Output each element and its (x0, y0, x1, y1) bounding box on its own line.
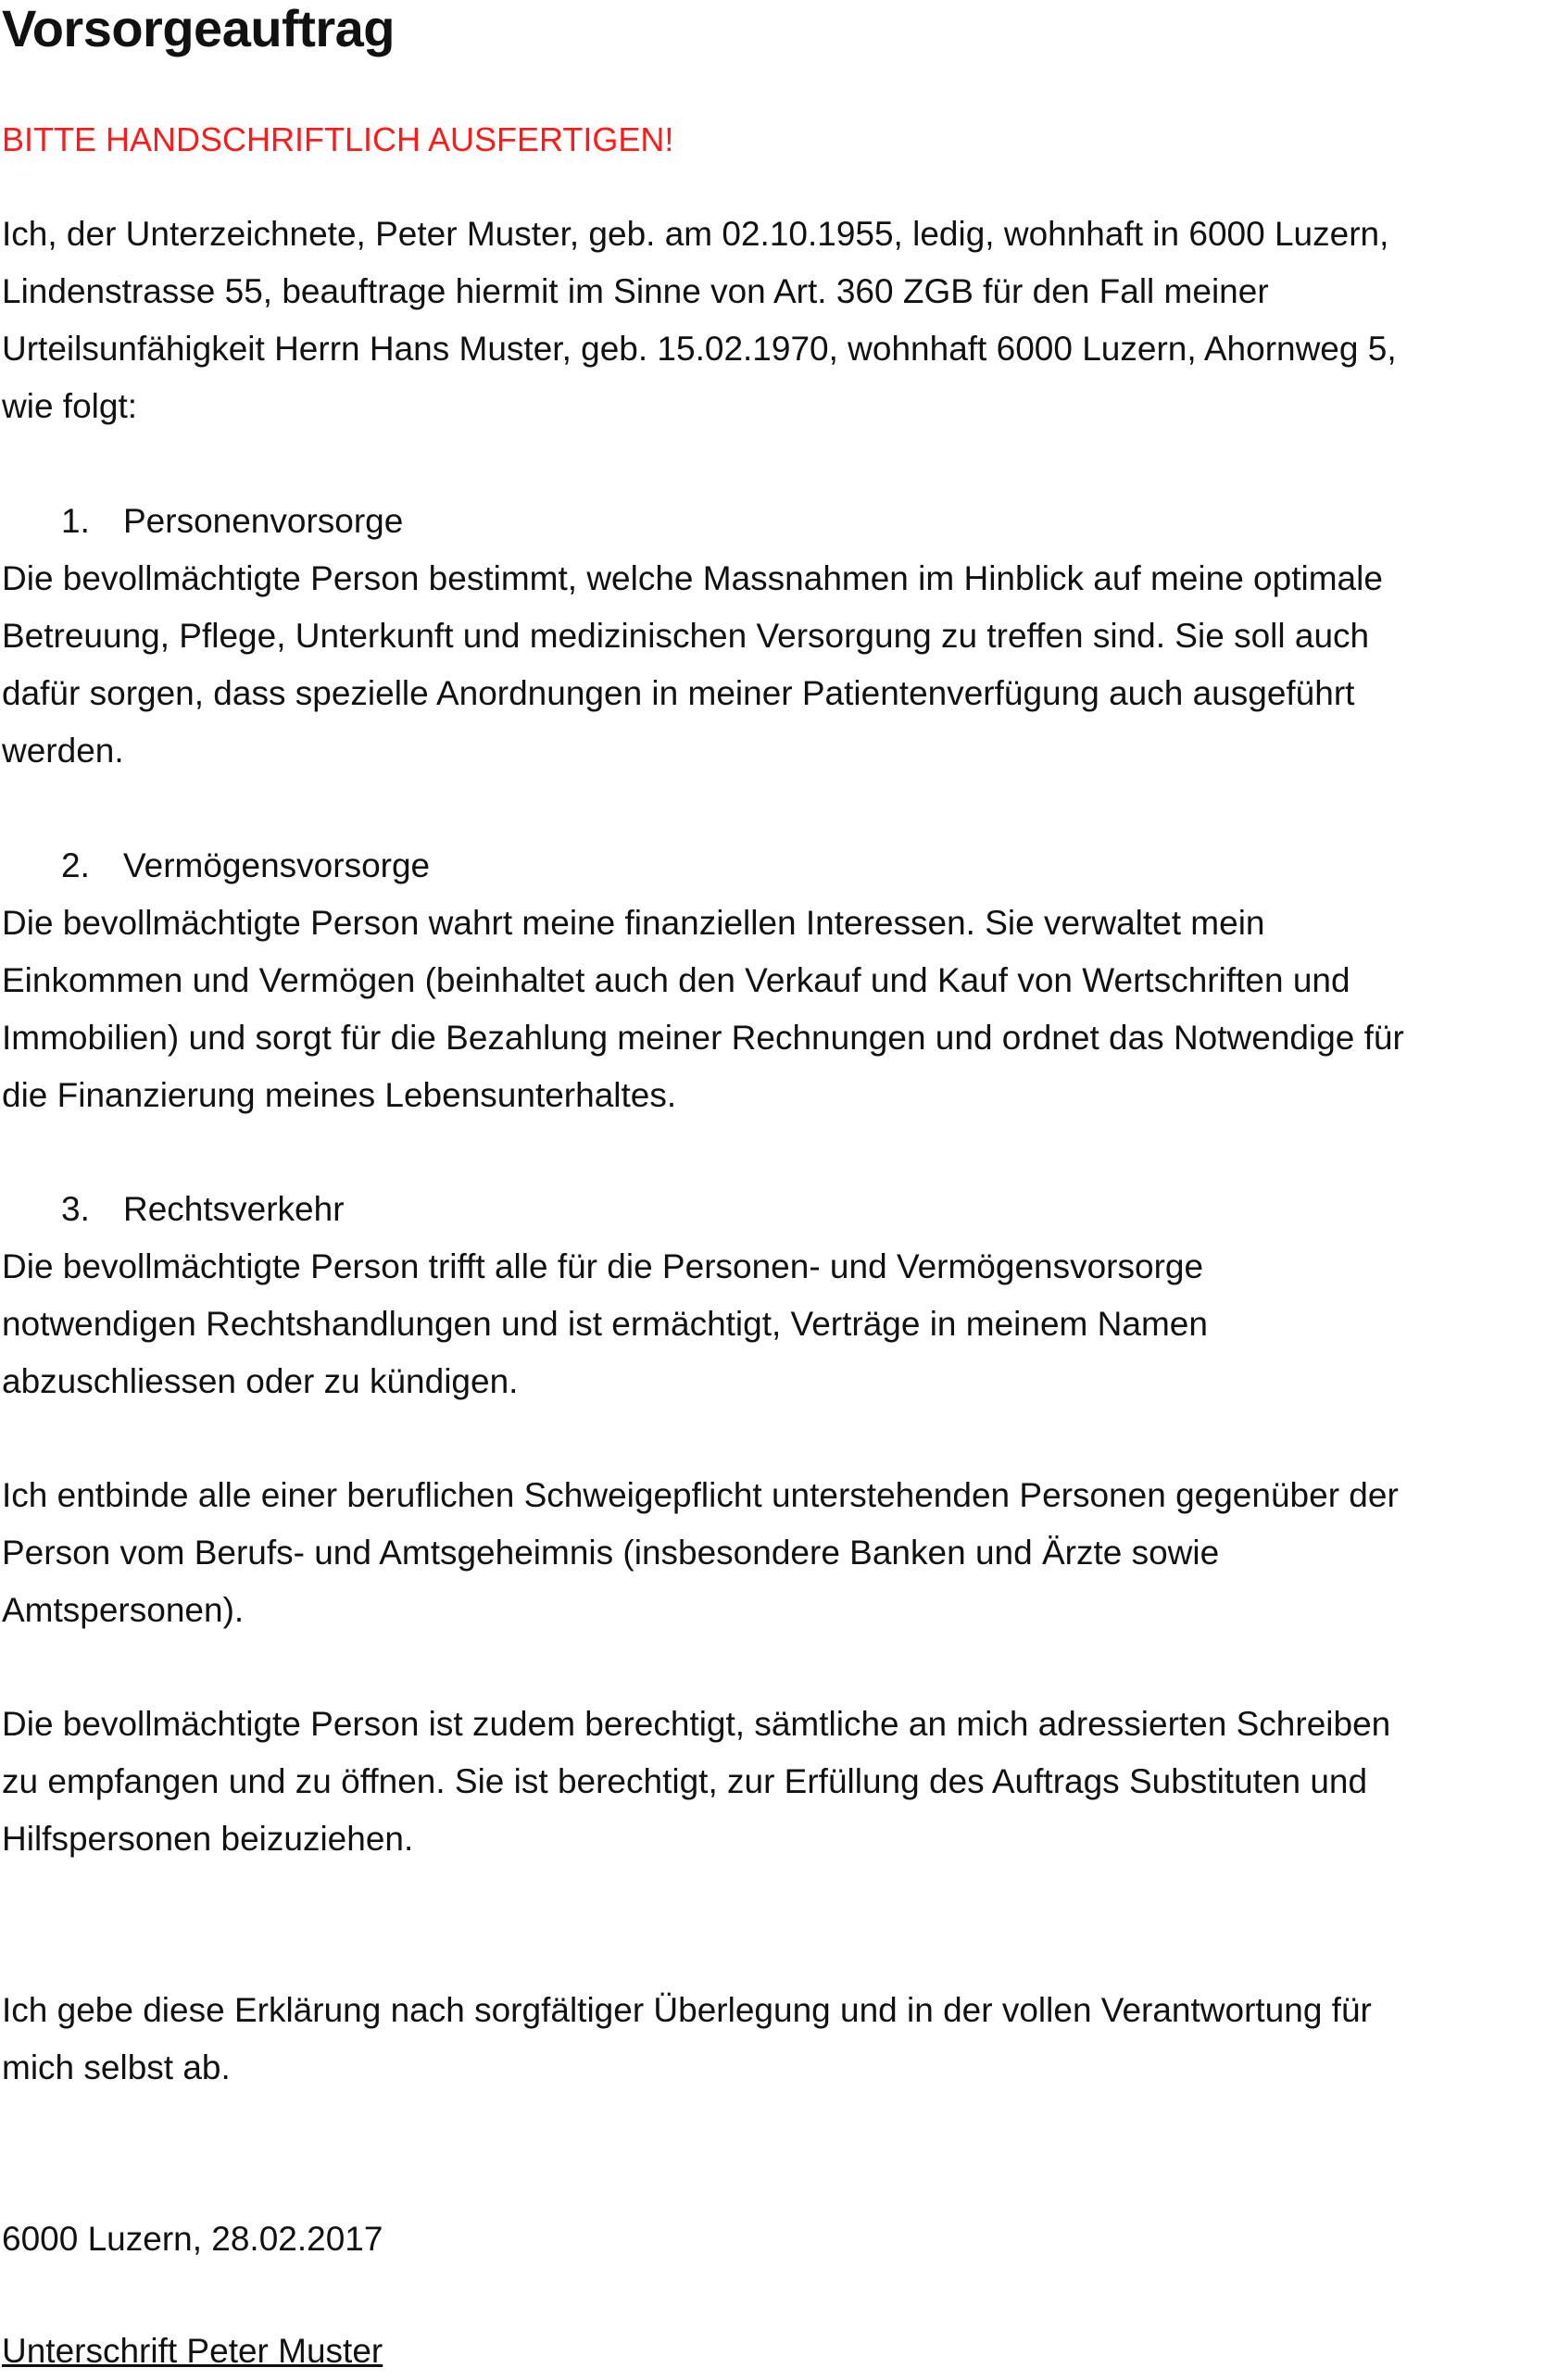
section-number: 3. (61, 1190, 90, 1228)
section-text-rechtsverkehr: Die bevollmächtigte Person trifft alle für die Personen- und Vermögensvorsorge notwendigen Rechtshandlungen und ist ermächtigt, Verträge in meinem Namen abzuschliessen oder zu kündigen. (2, 1247, 1208, 1400)
section-title: Personenvorsorge (123, 502, 404, 540)
declaration-paragraph: Ich gebe diese Erklärung nach sorgfältiger Überlegung und in der vollen Verantwortung für mich selbst ab. (2, 1991, 1372, 2086)
mail-authority-paragraph: Die bevollmächtigte Person ist zudem berechtigt, sämtliche an mich adressierten Schreiben zu empfangen und zu öffnen. Sie ist berechtigt, zur Erfüllung des Auftrags Substituten und Hilfspersonen beizuziehen. (2, 1705, 1391, 1858)
intro-paragraph: Ich, der Unterzeichnete, Peter Muster, geb. am 02.10.1955, ledig, wohnhaft in 6000 Luzern, Lindenstrasse 55, beauftrage hiermit im Sinne von Art. 360 ZGB für den Fall meiner Urteilsunfähigkeit Herrn Hans Muster, geb. 15.02.1970, wohnhaft 6000 Luzern, Ahornweg 5, wie folgt: (2, 215, 1397, 425)
section-number: 1. (61, 502, 90, 540)
section-text-vermoegensvorsorge: Die bevollmächtigte Person wahrt meine finanziellen Interessen. Sie verwaltet mein Einkommen und Vermögen (beinhaltet auch den Verkauf und Kauf von Wertschriften und Immobilien) und sorgt für die Bezahlung meiner Rechnungen und ordnet das Notwendige für die Finanzierung meines Lebensunterhaltes. (2, 904, 1404, 1114)
place-date: 6000 Luzern, 28.02.2017 (2, 2220, 383, 2258)
handwriting-warning: BITTE HANDSCHRIFTLICH AUSFERTIGEN! (2, 120, 674, 158)
signature-label: Unterschrift Peter Muster (2, 2332, 383, 2370)
document-title: Vorsorgeauftrag (2, 0, 395, 57)
confidentiality-paragraph: Ich entbinde alle einer beruflichen Schweigepflicht unterstehenden Personen gegenüber der Person vom Berufs- und Amtsgeheimnis (insbesondere Banken und Ärzte sowie Amtspersonen). (2, 1476, 1399, 1629)
section-title: Vermögensvorsorge (123, 846, 431, 884)
section-text-personenvorsorge: Die bevollmächtigte Person bestimmt, welche Massnahmen im Hinblick auf meine optimale Betreuung, Pflege, Unterkunft und medizinischen Versorgung zu treffen sind. Sie soll auch dafür sorgen, dass spezielle Anordnungen in meiner Patientenverfügung auch ausgeführt werden. (2, 559, 1383, 770)
section-title: Rechtsverkehr (123, 1190, 345, 1228)
section-number: 2. (61, 846, 90, 884)
